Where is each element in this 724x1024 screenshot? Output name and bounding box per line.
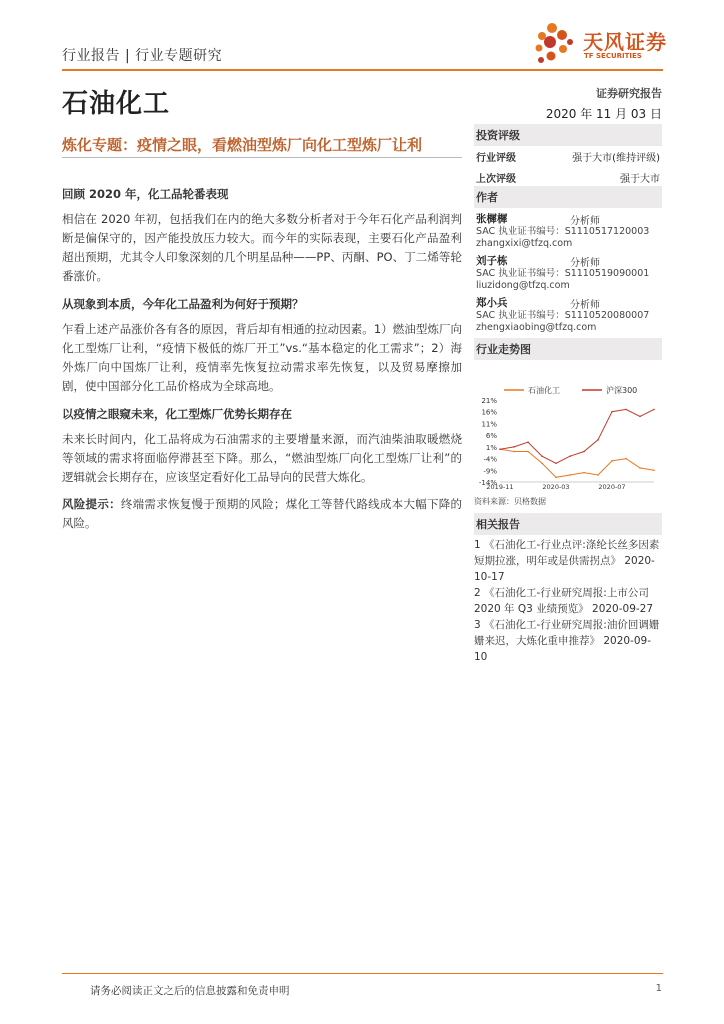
related-item[interactable]: 2 《石油化工-行业研究周报:上市公司2020 年 Q3 业绩预览》 2020-09-27	[474, 587, 654, 615]
title-divider	[62, 157, 462, 158]
data-point	[597, 439, 599, 441]
data-point	[527, 451, 529, 453]
rating-row	[474, 146, 662, 167]
data-point	[611, 460, 613, 462]
section-text: 未来长时间内，化工品将成为石油需求的主要增量来源，而汽油柴油取暖燃烧等领域的需求将面临停滞甚至下降。那么，“燃油型炼厂向化工型炼厂让利”的逻辑就会长期存在，应该坚定看好化工品导向的民营大炼化。	[62, 432, 462, 484]
author-email[interactable]: zhangxixi@tfzq.com	[476, 238, 573, 249]
data-point	[541, 455, 543, 457]
author-role: 分析师	[570, 216, 600, 227]
section-heading: 以疫情之眼窥未来，化工型炼厂优势长期存在	[62, 407, 292, 421]
author-role: 分析师	[570, 300, 600, 311]
risk-text: 终端需求恢复慢于预期的风险；煤化工等替代路线成本大幅下降的风险。	[62, 497, 463, 530]
rating-value: 强于大市	[620, 174, 660, 185]
data-point	[625, 458, 627, 460]
risk-label: 风险提示：	[62, 497, 121, 511]
data-point	[499, 448, 501, 450]
data-point	[653, 409, 655, 411]
author-block	[474, 208, 662, 250]
x-tick-label: 2020-07	[598, 483, 626, 490]
rating-row	[474, 167, 662, 188]
author-name: 张樨樨	[476, 213, 508, 225]
y-tick-label: -14%	[478, 479, 497, 487]
data-point	[583, 451, 585, 453]
trend-chart	[474, 360, 662, 490]
trend-panel	[474, 338, 662, 507]
data-point	[513, 446, 515, 448]
report-category: 行业报告 | 行业专题研究	[62, 48, 223, 64]
header-divider	[62, 69, 663, 71]
author-role: 分析师	[570, 258, 600, 269]
rating-value: 强于大市(维持评级)	[572, 153, 660, 164]
chart-source: 资料来源：贝格数据	[474, 497, 546, 506]
data-point	[569, 474, 571, 476]
x-tick-label: 2019-11	[486, 483, 514, 490]
data-point	[625, 409, 627, 411]
report-type: 证券研究报告	[596, 87, 662, 100]
section-heading: 回顾 2020 年，化工品轮番表现	[62, 187, 229, 201]
rating-label: 上次评级	[476, 174, 516, 185]
y-tick-label: 16%	[481, 408, 497, 417]
author-name: 刘子栋	[476, 255, 508, 267]
author-sac: SAC 执业证书编号：S1110517120003	[476, 226, 650, 237]
logo-icon	[530, 20, 580, 68]
y-tick-label: 1%	[485, 443, 497, 452]
related-panel	[474, 513, 662, 665]
footer-disclaimer: 请务必阅读正文之后的信息披露和免责申明	[90, 985, 290, 997]
data-point	[555, 462, 557, 464]
y-tick-label: -4%	[483, 455, 497, 464]
industry-name: 石油化工	[62, 89, 171, 119]
authors-panel	[474, 186, 662, 334]
author-block	[474, 292, 662, 334]
footer-divider	[62, 973, 663, 974]
data-point	[653, 469, 655, 471]
rating-header: 投资评级	[474, 124, 662, 146]
author-name: 郑小兵	[476, 297, 508, 309]
data-point	[611, 411, 613, 413]
series-line	[500, 409, 654, 463]
data-point	[583, 472, 585, 474]
rating-label: 行业评级	[476, 153, 516, 164]
x-tick-label: 2020-03	[542, 483, 570, 490]
section-text: 相信在 2020 年初，包括我们在内的绝大多数分析者对于今年石化产品利润判断是偏保守的，因产能投放压力较大。而今年的实际表现，主要石化产品盈利超出预期，尤其令人印象深刻的几个明星品种——PP、丙酮、PO、丁二烯等轮番涨价。	[62, 212, 462, 283]
y-tick-label: 6%	[485, 432, 497, 441]
authors-header: 作者	[474, 186, 662, 208]
author-sac: SAC 执业证书编号：S1110520080007	[476, 310, 650, 321]
data-point	[541, 462, 543, 464]
report-title: 炼化专题：疫情之眼，看燃油型炼厂向化工型炼厂让利	[62, 136, 423, 154]
logo-text: 天风证券	[583, 30, 667, 54]
page-number: 1	[655, 983, 662, 994]
author-block	[474, 250, 662, 292]
related-header: 相关报告	[474, 513, 662, 535]
section-text: 乍看上述产品涨价各有各的原因，背后却有相通的拉动因素。1）燃油型炼厂向化工型炼厂让利，“疫情下极低的炼厂开工”vs.“基本稳定的化工需求”；2）海外炼厂向中国炼厂让利，疫情率先恢复拉动需求率先恢复，以及贸易摩擦加剧，使中国部分化工品价格成为全球高地。	[62, 322, 462, 393]
report-date: 2020 年 11 月 03 日	[545, 107, 662, 121]
main-body	[62, 186, 462, 533]
data-point	[513, 451, 515, 453]
y-tick-label: 21%	[481, 397, 497, 405]
legend-label: 石油化工	[528, 386, 560, 395]
section-heading: 从现象到本质，今年化工品盈利为何好于预期？	[62, 297, 304, 311]
rating-panel	[474, 124, 662, 188]
y-tick-label: 11%	[481, 420, 497, 429]
logo-subtext: TF SECURITIES	[584, 52, 642, 60]
related-item[interactable]: 1 《石油化工-行业点评:涤纶长丝多因素短期拉涨，明年或是供需拐点》 2020-10-17	[474, 539, 660, 583]
data-point	[639, 467, 641, 469]
author-sac: SAC 执业证书编号：S1110519090001	[476, 268, 650, 279]
data-point	[639, 416, 641, 418]
author-email[interactable]: zhengxiaobing@tfzq.com	[476, 322, 597, 333]
trend-header: 行业走势图	[474, 338, 662, 360]
y-tick-label: -9%	[483, 467, 497, 476]
data-point	[555, 477, 557, 479]
data-point	[527, 441, 529, 443]
legend-label: 沪深300	[606, 386, 638, 395]
data-point	[569, 455, 571, 457]
data-point	[597, 474, 599, 476]
related-item[interactable]: 3 《石油化工-行业研究周报:油价回调姗姗来迟，大炼化重申推荐》 2020-09-10	[474, 619, 660, 663]
risk-note	[62, 495, 462, 533]
author-email[interactable]: liuzidong@tfzq.com	[476, 280, 570, 291]
